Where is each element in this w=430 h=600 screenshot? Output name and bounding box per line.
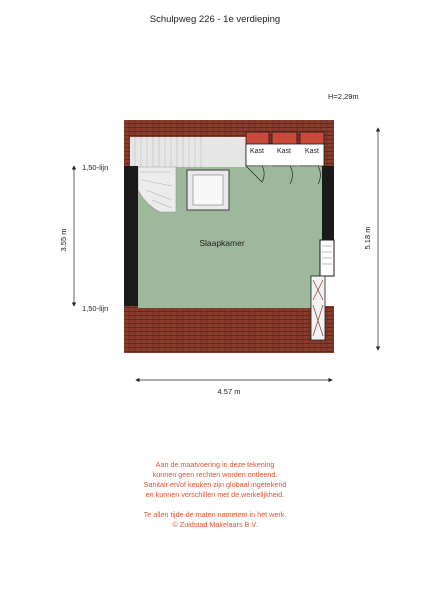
disclaimer-line-3: Sanitair en/of keuken zijn globaal ingetekend xyxy=(143,480,287,489)
dimension-inner-depth-label: 3.55 m xyxy=(59,228,68,252)
ceiling-height-label: H=2,29m xyxy=(328,92,359,101)
dimension-width-label: 4.57 m xyxy=(217,387,241,396)
closet-label-1: Kast xyxy=(249,148,265,155)
side-door xyxy=(311,276,325,340)
stair-landing xyxy=(130,137,246,167)
disclaimer xyxy=(0,460,430,530)
disclaimer-line-2: kunnen geen rechten worden ontleend. xyxy=(152,470,278,479)
closet-label-2: Kast xyxy=(276,148,292,155)
copyright: © Zuidstad Makelaars B.V. xyxy=(172,520,258,529)
disclaimer-line-4: en kunnen verschillen met de werkelijkheid. xyxy=(145,490,285,499)
disclaimer-line-1: Aan de maatvoering in deze tekening xyxy=(155,460,275,469)
line-label-upper: 1,50-lijn xyxy=(82,163,109,172)
closet-label-3: Kast xyxy=(304,148,320,155)
plan-title: Schulpweg 226 - 1e verdieping xyxy=(149,14,281,25)
dimension-depth-label: 5.18 m xyxy=(363,226,372,250)
line-label-lower: 1,50-lijn xyxy=(82,304,109,313)
room-label: Slaapkamer xyxy=(199,238,245,248)
disclaimer-line-5: Te allen tijde de maten nametem in het werk. xyxy=(143,510,287,519)
roof-tiles-bottom xyxy=(124,306,334,353)
